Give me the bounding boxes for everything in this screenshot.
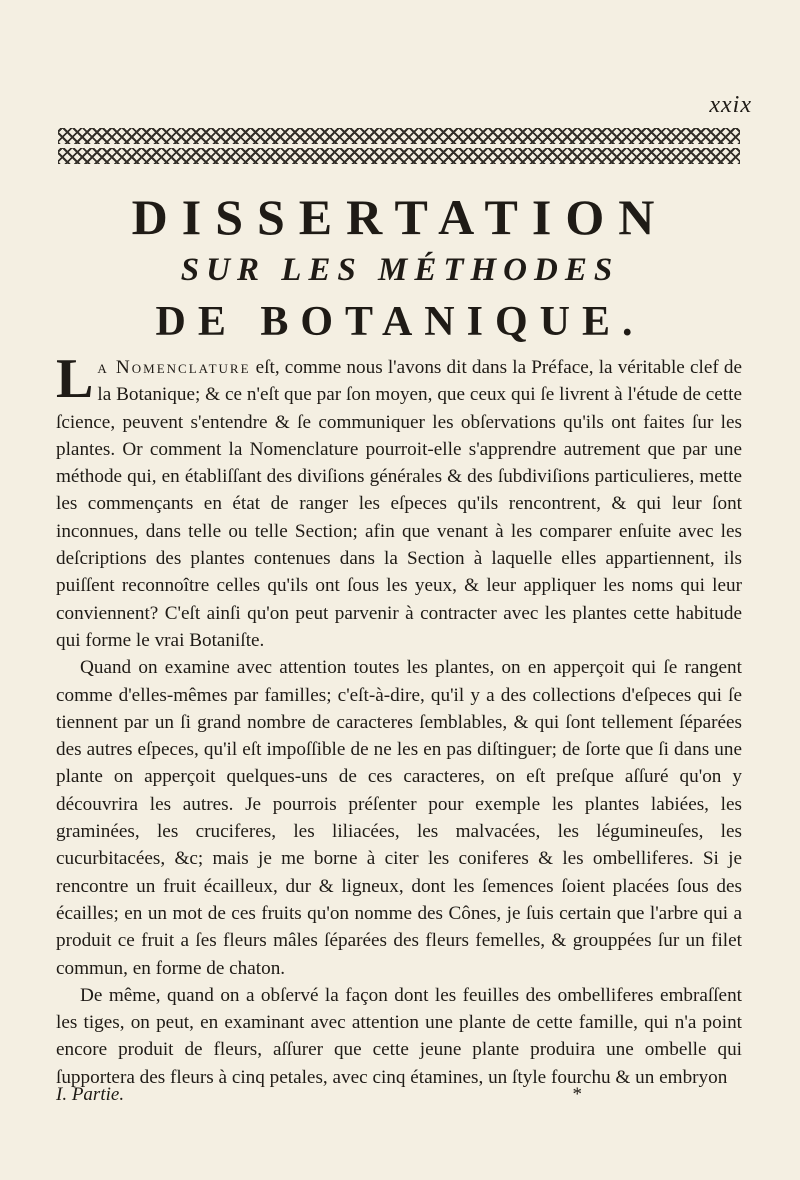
subtitle: SUR LES MÉTHODES <box>180 252 620 288</box>
drop-cap: L <box>56 348 94 410</box>
page-footer <box>56 1084 742 1106</box>
page-folio: xxix <box>709 92 752 118</box>
ornament-band-top <box>58 128 740 144</box>
paragraph-1 <box>56 348 742 654</box>
paragraph-1-text: eſt, comme nous l'avons dit dans la Préface, la véritable clef de la Botanique; & ce n'eſt que par ſon moyen, que ceux qui ſe livrent à l'étude de cette ſcience, peuvent s'entendre & ſe communiquer les obſervations qu'ils ont faites ſur les plantes. Or comment la Nomenclature pourroit-elle s'apprendre autrement que par une méthode qui, en établiſſant des diviſions générales & des ſubdiviſions particulieres, mette les commençants en état de ranger les eſpeces qu'ils rencontrent, & qui leur ſont inconnues, dans telle ou telle Section; afin que venant à les comparer enſuite avec les deſcriptions des plantes contenues dans la Section à laquelle elles appartiennent, ils puiſſent reconnoître celles qu'ils ont ſous les yeux, & leur appliquer les noms qui leur conviennent? C'eſt ainſi qu'on peut parvenir à contracter avec les plantes cette habitude qui forme le vrai Botaniſte. <box>56 357 742 651</box>
part-label: I. Partie. <box>56 1084 125 1105</box>
paragraph-3: De même, quand on a obſervé la façon dont les feuilles des ombelliferes embraſſent les tiges, on peut, en examinant avec attention une plante de cette famille, qui n'a point encore produit de fleurs, aſſurer que cette jeune plante produira une ombelle qui ſupportera des fleurs à cinq petales, avec cinq étamines, un ſtyle fourchu & un embryon <box>56 984 742 1088</box>
paragraph-2: Quand on examine avec attention toutes les plantes, on en apperçoit qui ſe rangent comme d'elles-mêmes par familles; c'eſt-à-dire, qu'il y a des collections d'eſpeces qui ſe tiennent par un ſi grand nombre de caracteres ſemblables, & qui ſont tellement ſéparées des autres eſpeces, qu'il eſt impoſſible de ne les en pas diſtinguer; de ſorte que ſi dans une plante on apperçoit quelques-uns de ces caracteres, on eſt preſque aſſuré qu'on y découvrira les autres. Je pourrois préſenter pour exemple les plantes labiées, les graminées, les cruciferes, les liliacées, les malvacées, les légumineuſes, les cucurbitacées, &c; mais je me borne à citer les coniferes & les ombelliferes. Si je rencontre un fruit écailleux, dur & ligneux, dont les ſemences ſoient placées ſous des écailles; en un mot de ces fruits qu'on nomme des Cônes, je ſuis certain que l'arbre qui a produit ce fruit a ſes fleurs mâles ſéparées des fleurs femelles, & grouppées ſur un filet commun, en forme de chaton. <box>56 657 742 979</box>
first-words: a Nomenclature <box>97 357 251 378</box>
title-line-2: DE BOTANIQUE. <box>155 299 645 345</box>
main-title: DISSERTATION <box>131 189 669 245</box>
signature-mark: * <box>572 1084 582 1105</box>
ornament-band-bottom <box>58 148 740 164</box>
body-text <box>56 348 742 1091</box>
